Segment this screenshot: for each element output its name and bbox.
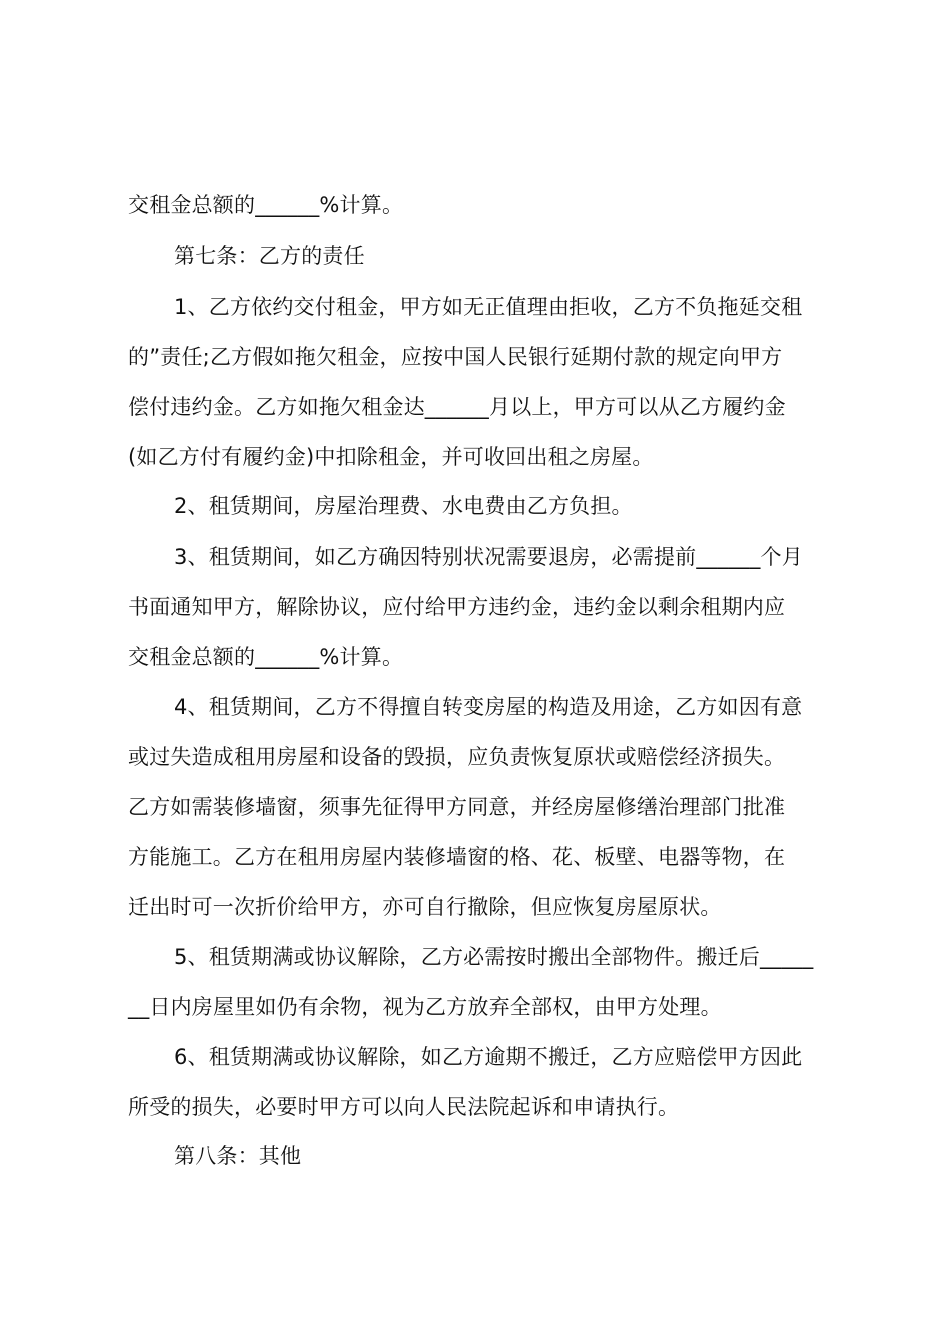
text-line: 5、租赁期满或协议解除，乙方必需按时搬出全部物件。搬迁后_____ bbox=[174, 945, 814, 969]
text-line: 交租金总额的______%计算。 bbox=[128, 193, 404, 217]
text-line: 的”责任;乙方假如拖欠租金，应按中国人民银行延期付款的规定向甲方 bbox=[128, 345, 783, 369]
text-line: 偿付违约金。乙方如拖欠租金达______月以上，甲方可以从乙方履约金 bbox=[128, 395, 786, 419]
text-line: 1、乙方依约交付租金，甲方如无正值理由拒收，乙方不负拖延交租 bbox=[174, 295, 803, 319]
text-line: 交租金总额的______%计算。 bbox=[128, 645, 404, 669]
text-line: 4、租赁期间，乙方不得擅自转变房屋的构造及用途，乙方如因有意 bbox=[174, 695, 803, 719]
text-line: 方能施工。乙方在租用房屋内装修墙窗的格、花、板壁、电器等物，在 bbox=[128, 845, 786, 869]
text-line: 2、租赁期间，房屋治理费、水电费由乙方负担。 bbox=[174, 494, 633, 518]
text-line: (如乙方付有履约金)中扣除租金，并可收回出租之房屋。 bbox=[128, 445, 654, 469]
section-heading: 第八条：其他 bbox=[174, 1144, 302, 1168]
text-line: 书面通知甲方，解除协议，应付给甲方违约金，违约金以剩余租期内应 bbox=[128, 595, 786, 619]
text-line: 迁出时可一次折价给甲方，亦可自行撤除，但应恢复房屋原状。 bbox=[128, 895, 722, 919]
section-heading: 第七条：乙方的责任 bbox=[174, 244, 365, 268]
text-line: __日内房屋里如仍有余物，视为乙方放弃全部权，由甲方处理。 bbox=[128, 995, 722, 1019]
text-line: 3、租赁期间，如乙方确因特别状况需要退房，必需提前______个月 bbox=[174, 545, 803, 569]
text-line: 所受的损失，必要时甲方可以向人民法院起诉和申请执行。 bbox=[128, 1095, 680, 1119]
text-line: 或过失造成租用房屋和设备的毁损，应负责恢复原状或赔偿经济损失。 bbox=[128, 745, 786, 769]
text-line: 乙方如需装修墙窗，须事先征得甲方同意，并经房屋修缮治理部门批准 bbox=[128, 795, 786, 819]
text-line: 6、租赁期满或协议解除，如乙方逾期不搬迁，乙方应赔偿甲方因此 bbox=[174, 1045, 803, 1069]
